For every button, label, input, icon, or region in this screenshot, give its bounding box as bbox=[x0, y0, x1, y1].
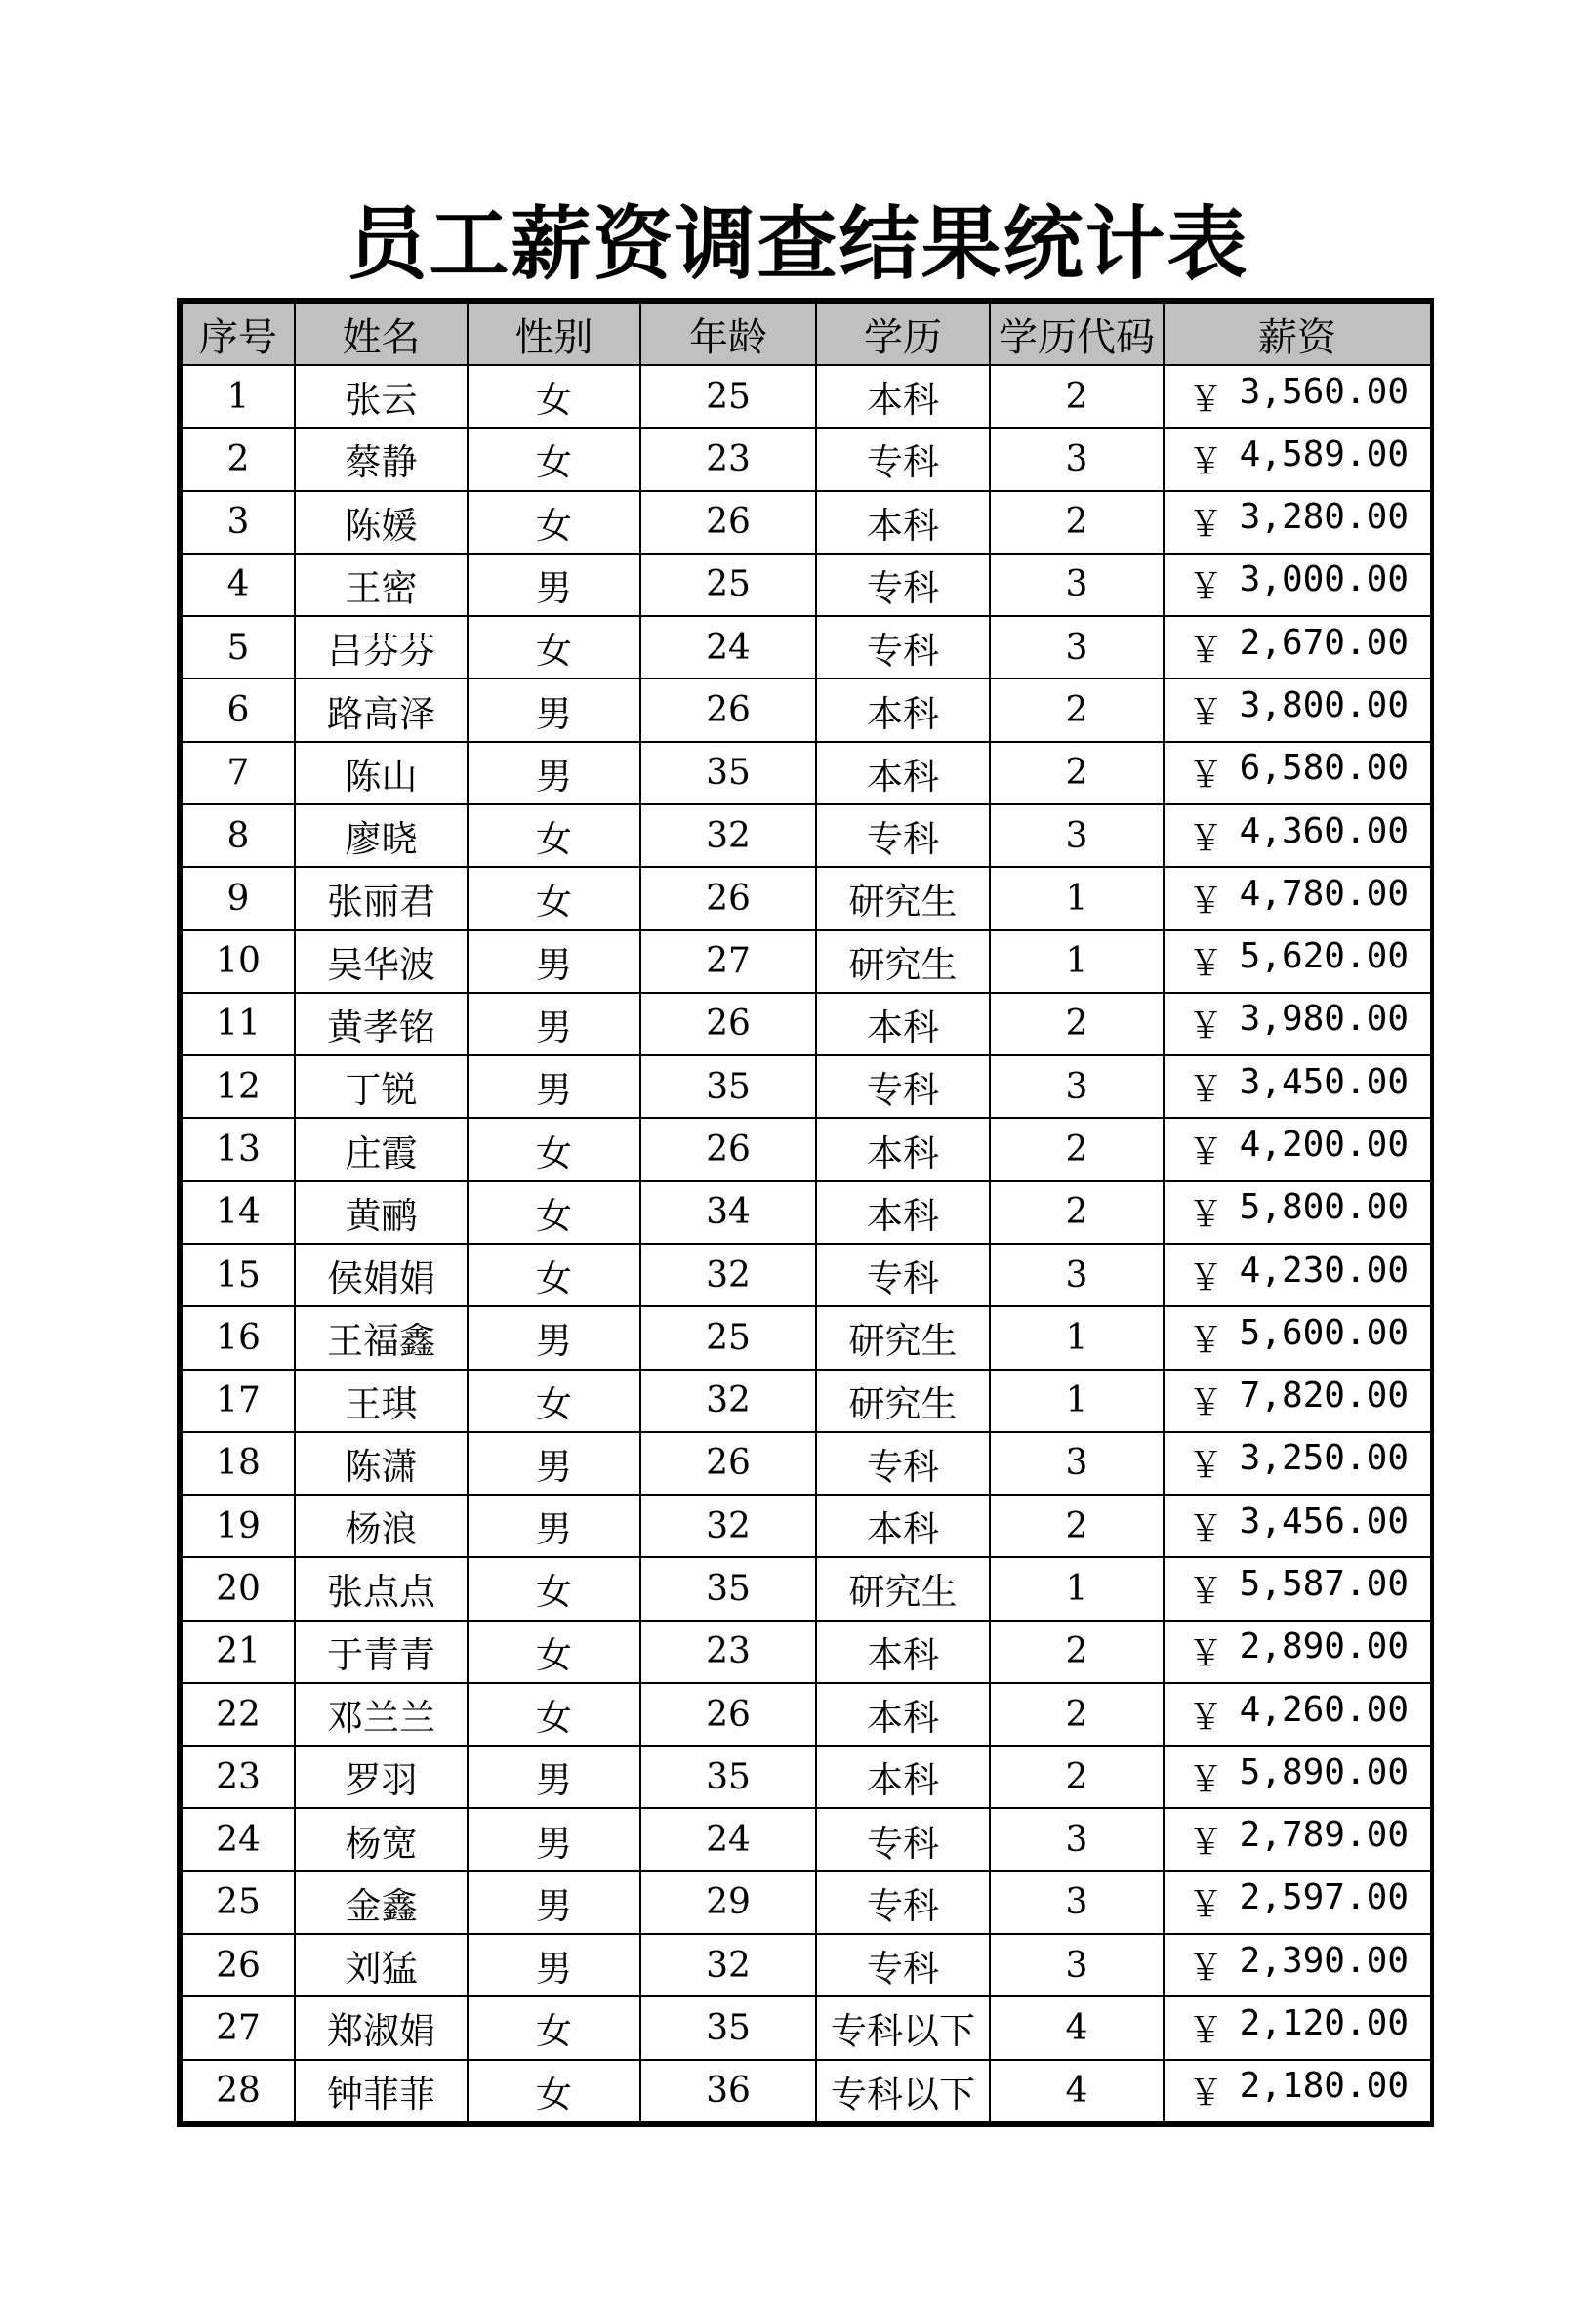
cell-edu-code: 2 bbox=[990, 678, 1164, 741]
cell-salary bbox=[1164, 491, 1431, 554]
salary-value: 5,890.00 bbox=[1239, 1751, 1409, 1792]
cell-salary bbox=[1164, 1621, 1431, 1683]
cell-no: 18 bbox=[182, 1432, 295, 1495]
cell-no: 20 bbox=[182, 1557, 295, 1620]
cell-name: 黄孝铭 bbox=[295, 993, 468, 1055]
currency-symbol: ￥ bbox=[1188, 756, 1224, 797]
cell-edu: 本科 bbox=[816, 1181, 990, 1244]
table-body bbox=[182, 365, 1431, 2122]
cell-name: 张丽君 bbox=[295, 867, 468, 929]
table-row bbox=[182, 1621, 1431, 1683]
cell-age: 35 bbox=[640, 1055, 816, 1118]
cell-edu-code: 1 bbox=[990, 1557, 1164, 1620]
cell-age: 35 bbox=[640, 1746, 816, 1808]
cell-age: 26 bbox=[640, 491, 816, 554]
cell-name: 陈媛 bbox=[295, 491, 468, 554]
salary-value: 6,580.00 bbox=[1239, 748, 1409, 789]
cell-salary bbox=[1164, 993, 1431, 1055]
cell-name: 侯娟娟 bbox=[295, 1244, 468, 1306]
cell-no: 6 bbox=[182, 678, 295, 741]
cell-no: 13 bbox=[182, 1118, 295, 1180]
cell-gender: 女 bbox=[468, 1181, 640, 1244]
cell-edu: 本科 bbox=[816, 365, 990, 428]
cell-edu-code: 4 bbox=[990, 1996, 1164, 2059]
salary-value: 2,789.00 bbox=[1239, 1815, 1409, 1856]
cell-edu: 专科 bbox=[816, 1244, 990, 1306]
table-row bbox=[182, 554, 1431, 616]
cell-edu: 专科 bbox=[816, 1871, 990, 1934]
cell-edu-code: 1 bbox=[990, 1306, 1164, 1369]
cell-age: 35 bbox=[640, 1557, 816, 1620]
cell-age: 35 bbox=[640, 1996, 816, 2059]
currency-symbol: ￥ bbox=[1188, 2074, 1224, 2115]
cell-no: 15 bbox=[182, 1244, 295, 1306]
cell-name: 王福鑫 bbox=[295, 1306, 468, 1369]
salary-value: 3,450.00 bbox=[1239, 1061, 1409, 1102]
cell-edu: 专科以下 bbox=[816, 1996, 990, 2059]
cell-age: 23 bbox=[640, 428, 816, 490]
salary-value: 2,120.00 bbox=[1239, 2002, 1409, 2043]
header-row bbox=[182, 303, 1431, 365]
cell-no: 27 bbox=[182, 1996, 295, 2059]
cell-salary bbox=[1164, 1934, 1431, 1996]
table-row bbox=[182, 616, 1431, 678]
cell-edu-code: 1 bbox=[990, 930, 1164, 993]
currency-symbol: ￥ bbox=[1188, 1634, 1224, 1675]
cell-age: 32 bbox=[640, 1495, 816, 1557]
currency-symbol: ￥ bbox=[1188, 505, 1224, 546]
cell-age: 26 bbox=[640, 1432, 816, 1495]
cell-gender: 男 bbox=[468, 1746, 640, 1808]
cell-edu: 专科 bbox=[816, 1808, 990, 1870]
cell-age: 24 bbox=[640, 616, 816, 678]
table-row bbox=[182, 993, 1431, 1055]
cell-salary bbox=[1164, 365, 1431, 428]
currency-symbol: ￥ bbox=[1188, 818, 1224, 859]
cell-name: 金鑫 bbox=[295, 1871, 468, 1934]
currency-symbol: ￥ bbox=[1188, 1697, 1224, 1738]
currency-symbol: ￥ bbox=[1188, 693, 1224, 734]
cell-salary bbox=[1164, 1306, 1431, 1369]
salary-value: 3,560.00 bbox=[1239, 371, 1409, 412]
table-row bbox=[182, 1370, 1431, 1432]
cell-gender: 女 bbox=[468, 1244, 640, 1306]
currency-symbol: ￥ bbox=[1188, 1320, 1224, 1361]
cell-edu-code: 1 bbox=[990, 1370, 1164, 1432]
col-header-age: 年龄 bbox=[640, 303, 816, 365]
currency-symbol: ￥ bbox=[1188, 441, 1224, 482]
currency-symbol: ￥ bbox=[1188, 1132, 1224, 1173]
table-row bbox=[182, 678, 1431, 741]
cell-edu-code: 3 bbox=[990, 1808, 1164, 1870]
cell-gender: 男 bbox=[468, 930, 640, 993]
currency-symbol: ￥ bbox=[1188, 630, 1224, 671]
cell-edu-code: 3 bbox=[990, 804, 1164, 867]
cell-salary bbox=[1164, 804, 1431, 867]
cell-edu-code: 2 bbox=[990, 1683, 1164, 1746]
cell-no: 23 bbox=[182, 1746, 295, 1808]
cell-no: 28 bbox=[182, 2060, 295, 2122]
table-row bbox=[182, 867, 1431, 929]
cell-gender: 女 bbox=[468, 491, 640, 554]
salary-value: 3,800.00 bbox=[1239, 685, 1409, 726]
cell-age: 36 bbox=[640, 2060, 816, 2122]
table-row bbox=[182, 1306, 1431, 1369]
cell-gender: 女 bbox=[468, 867, 640, 929]
cell-salary bbox=[1164, 867, 1431, 929]
cell-gender: 男 bbox=[468, 993, 640, 1055]
cell-salary bbox=[1164, 1055, 1431, 1118]
cell-gender: 女 bbox=[468, 2060, 640, 2122]
cell-no: 5 bbox=[182, 616, 295, 678]
cell-salary bbox=[1164, 1432, 1431, 1495]
cell-no: 10 bbox=[182, 930, 295, 993]
cell-no: 26 bbox=[182, 1934, 295, 1996]
cell-no: 4 bbox=[182, 554, 295, 616]
cell-name: 于青青 bbox=[295, 1621, 468, 1683]
cell-age: 29 bbox=[640, 1871, 816, 1934]
table-row bbox=[182, 1244, 1431, 1306]
cell-edu: 研究生 bbox=[816, 1370, 990, 1432]
salary-value: 5,620.00 bbox=[1239, 936, 1409, 977]
cell-gender: 女 bbox=[468, 428, 640, 490]
cell-edu-code: 2 bbox=[990, 993, 1164, 1055]
cell-salary bbox=[1164, 1871, 1431, 1934]
cell-edu: 专科 bbox=[816, 804, 990, 867]
cell-salary bbox=[1164, 428, 1431, 490]
cell-edu-code: 2 bbox=[990, 1118, 1164, 1180]
cell-name: 陈潇 bbox=[295, 1432, 468, 1495]
cell-edu-code: 3 bbox=[990, 1432, 1164, 1495]
cell-gender: 男 bbox=[468, 678, 640, 741]
cell-gender: 女 bbox=[468, 1683, 640, 1746]
salary-value: 3,280.00 bbox=[1239, 497, 1409, 538]
cell-gender: 男 bbox=[468, 742, 640, 804]
cell-name: 吴华波 bbox=[295, 930, 468, 993]
currency-symbol: ￥ bbox=[1188, 881, 1224, 922]
cell-edu-code: 3 bbox=[990, 616, 1164, 678]
cell-name: 刘猛 bbox=[295, 1934, 468, 1996]
table-row bbox=[182, 1746, 1431, 1808]
cell-edu-code: 3 bbox=[990, 1934, 1164, 1996]
currency-symbol: ￥ bbox=[1188, 944, 1224, 985]
cell-age: 26 bbox=[640, 1118, 816, 1180]
cell-salary bbox=[1164, 742, 1431, 804]
cell-gender: 男 bbox=[468, 1871, 640, 1934]
table-row bbox=[182, 2060, 1431, 2122]
cell-edu: 本科 bbox=[816, 491, 990, 554]
cell-salary bbox=[1164, 1370, 1431, 1432]
cell-no: 12 bbox=[182, 1055, 295, 1118]
cell-salary bbox=[1164, 1244, 1431, 1306]
cell-name: 王密 bbox=[295, 554, 468, 616]
salary-value: 4,230.00 bbox=[1239, 1250, 1409, 1291]
salary-table bbox=[181, 302, 1432, 2123]
col-header-edu-code: 学历代码 bbox=[990, 303, 1164, 365]
cell-no: 2 bbox=[182, 428, 295, 490]
cell-salary bbox=[1164, 1683, 1431, 1746]
table-row bbox=[182, 1118, 1431, 1180]
cell-salary bbox=[1164, 616, 1431, 678]
salary-value: 2,670.00 bbox=[1239, 622, 1409, 663]
table-row bbox=[182, 1996, 1431, 2059]
cell-edu: 专科 bbox=[816, 1432, 990, 1495]
cell-name: 钟菲菲 bbox=[295, 2060, 468, 2122]
cell-salary bbox=[1164, 1118, 1431, 1180]
cell-gender: 女 bbox=[468, 1996, 640, 2059]
cell-no: 14 bbox=[182, 1181, 295, 1244]
cell-edu: 本科 bbox=[816, 993, 990, 1055]
table-row bbox=[182, 1181, 1431, 1244]
cell-edu-code: 2 bbox=[990, 1746, 1164, 1808]
cell-gender: 男 bbox=[468, 554, 640, 616]
cell-gender: 女 bbox=[468, 804, 640, 867]
cell-no: 3 bbox=[182, 491, 295, 554]
cell-gender: 男 bbox=[468, 1934, 640, 1996]
cell-edu: 本科 bbox=[816, 1683, 990, 1746]
col-header-no: 序号 bbox=[182, 303, 295, 365]
cell-gender: 女 bbox=[468, 1370, 640, 1432]
cell-age: 26 bbox=[640, 993, 816, 1055]
cell-name: 庄霞 bbox=[295, 1118, 468, 1180]
table-row bbox=[182, 930, 1431, 993]
cell-no: 11 bbox=[182, 993, 295, 1055]
salary-value: 5,587.00 bbox=[1239, 1563, 1409, 1604]
table-row bbox=[182, 491, 1431, 554]
cell-edu: 专科以下 bbox=[816, 2060, 990, 2122]
table-row bbox=[182, 1683, 1431, 1746]
cell-edu-code: 2 bbox=[990, 491, 1164, 554]
cell-name: 邓兰兰 bbox=[295, 1683, 468, 1746]
cell-age: 26 bbox=[640, 678, 816, 741]
cell-gender: 女 bbox=[468, 1118, 640, 1180]
cell-name: 丁锐 bbox=[295, 1055, 468, 1118]
salary-value: 3,000.00 bbox=[1239, 559, 1409, 600]
cell-age: 26 bbox=[640, 867, 816, 929]
cell-age: 26 bbox=[640, 1683, 816, 1746]
salary-value: 2,890.00 bbox=[1239, 1626, 1409, 1667]
cell-name: 王琪 bbox=[295, 1370, 468, 1432]
cell-age: 27 bbox=[640, 930, 816, 993]
cell-no: 19 bbox=[182, 1495, 295, 1557]
cell-name: 吕芬芬 bbox=[295, 616, 468, 678]
currency-symbol: ￥ bbox=[1188, 1823, 1224, 1864]
cell-name: 杨宽 bbox=[295, 1808, 468, 1870]
cell-edu-code: 4 bbox=[990, 2060, 1164, 2122]
col-header-gender: 性别 bbox=[468, 303, 640, 365]
table-row bbox=[182, 1557, 1431, 1620]
salary-value: 3,250.00 bbox=[1239, 1438, 1409, 1479]
cell-gender: 男 bbox=[468, 1055, 640, 1118]
cell-name: 罗羽 bbox=[295, 1746, 468, 1808]
cell-name: 郑淑娟 bbox=[295, 1996, 468, 2059]
cell-salary bbox=[1164, 1808, 1431, 1870]
cell-salary bbox=[1164, 1746, 1431, 1808]
table-row bbox=[182, 1871, 1431, 1934]
cell-name: 杨浪 bbox=[295, 1495, 468, 1557]
salary-value: 4,589.00 bbox=[1239, 433, 1409, 474]
cell-edu: 专科 bbox=[816, 616, 990, 678]
page-title: 员工薪资调查结果统计表 bbox=[347, 197, 1249, 291]
cell-edu: 研究生 bbox=[816, 1306, 990, 1369]
col-header-name: 姓名 bbox=[295, 303, 468, 365]
cell-edu-code: 3 bbox=[990, 1244, 1164, 1306]
cell-name: 张点点 bbox=[295, 1557, 468, 1620]
salary-value: 2,390.00 bbox=[1239, 1940, 1409, 1981]
cell-no: 1 bbox=[182, 365, 295, 428]
cell-salary bbox=[1164, 1996, 1431, 2059]
salary-value: 4,260.00 bbox=[1239, 1689, 1409, 1730]
cell-name: 陈山 bbox=[295, 742, 468, 804]
currency-symbol: ￥ bbox=[1188, 1508, 1224, 1549]
cell-gender: 女 bbox=[468, 1621, 640, 1683]
salary-value: 5,600.00 bbox=[1239, 1312, 1409, 1353]
cell-edu: 专科 bbox=[816, 428, 990, 490]
salary-value: 5,800.00 bbox=[1239, 1187, 1409, 1228]
cell-gender: 女 bbox=[468, 616, 640, 678]
salary-value: 2,597.00 bbox=[1239, 1877, 1409, 1918]
salary-value: 4,200.00 bbox=[1239, 1125, 1409, 1166]
col-header-edu: 学历 bbox=[816, 303, 990, 365]
table-row bbox=[182, 1934, 1431, 1996]
cell-no: 21 bbox=[182, 1621, 295, 1683]
cell-age: 32 bbox=[640, 1934, 816, 1996]
cell-name: 蔡静 bbox=[295, 428, 468, 490]
table-row bbox=[182, 365, 1431, 428]
cell-no: 22 bbox=[182, 1683, 295, 1746]
cell-edu: 本科 bbox=[816, 1118, 990, 1180]
cell-no: 25 bbox=[182, 1871, 295, 1934]
currency-symbol: ￥ bbox=[1188, 1885, 1224, 1926]
cell-edu-code: 2 bbox=[990, 1621, 1164, 1683]
cell-no: 8 bbox=[182, 804, 295, 867]
cell-edu: 专科 bbox=[816, 554, 990, 616]
cell-age: 32 bbox=[640, 1244, 816, 1306]
table-row bbox=[182, 428, 1431, 490]
cell-edu-code: 3 bbox=[990, 1055, 1164, 1118]
currency-symbol: ￥ bbox=[1188, 567, 1224, 608]
cell-edu-code: 1 bbox=[990, 867, 1164, 929]
cell-edu-code: 3 bbox=[990, 554, 1164, 616]
cell-gender: 男 bbox=[468, 1808, 640, 1870]
currency-symbol: ￥ bbox=[1188, 379, 1224, 420]
cell-edu: 本科 bbox=[816, 1746, 990, 1808]
cell-age: 34 bbox=[640, 1181, 816, 1244]
cell-edu: 本科 bbox=[816, 1495, 990, 1557]
cell-edu: 研究生 bbox=[816, 1557, 990, 1620]
cell-no: 17 bbox=[182, 1370, 295, 1432]
currency-symbol: ￥ bbox=[1188, 1383, 1224, 1424]
cell-no: 16 bbox=[182, 1306, 295, 1369]
cell-no: 24 bbox=[182, 1808, 295, 1870]
cell-salary bbox=[1164, 1495, 1431, 1557]
cell-no: 9 bbox=[182, 867, 295, 929]
cell-edu: 研究生 bbox=[816, 930, 990, 993]
cell-age: 23 bbox=[640, 1621, 816, 1683]
cell-edu-code: 3 bbox=[990, 1871, 1164, 1934]
salary-value: 4,360.00 bbox=[1239, 810, 1409, 851]
currency-symbol: ￥ bbox=[1188, 2010, 1224, 2051]
cell-edu: 专科 bbox=[816, 1055, 990, 1118]
cell-edu-code: 2 bbox=[990, 1181, 1164, 1244]
cell-salary bbox=[1164, 2060, 1431, 2122]
currency-symbol: ￥ bbox=[1188, 1571, 1224, 1612]
cell-edu: 本科 bbox=[816, 742, 990, 804]
cell-age: 32 bbox=[640, 1370, 816, 1432]
table-row bbox=[182, 1055, 1431, 1118]
cell-gender: 女 bbox=[468, 365, 640, 428]
cell-name: 路高泽 bbox=[295, 678, 468, 741]
cell-edu: 专科 bbox=[816, 1934, 990, 1996]
cell-gender: 男 bbox=[468, 1306, 640, 1369]
salary-value: 3,980.00 bbox=[1239, 999, 1409, 1040]
salary-value: 2,180.00 bbox=[1239, 2066, 1409, 2107]
table-row bbox=[182, 1495, 1431, 1557]
table-row bbox=[182, 1432, 1431, 1495]
currency-symbol: ￥ bbox=[1188, 1446, 1224, 1487]
cell-salary bbox=[1164, 1181, 1431, 1244]
cell-edu: 本科 bbox=[816, 678, 990, 741]
cell-age: 25 bbox=[640, 365, 816, 428]
col-header-salary: 薪资 bbox=[1164, 303, 1431, 365]
cell-edu: 研究生 bbox=[816, 867, 990, 929]
cell-age: 25 bbox=[640, 554, 816, 616]
salary-value: 7,820.00 bbox=[1239, 1376, 1409, 1417]
currency-symbol: ￥ bbox=[1188, 1759, 1224, 1800]
currency-symbol: ￥ bbox=[1188, 1257, 1224, 1298]
cell-edu-code: 2 bbox=[990, 1495, 1164, 1557]
currency-symbol: ￥ bbox=[1188, 1195, 1224, 1236]
cell-name: 黄鹂 bbox=[295, 1181, 468, 1244]
cell-gender: 女 bbox=[468, 1557, 640, 1620]
cell-age: 32 bbox=[640, 804, 816, 867]
table-row bbox=[182, 742, 1431, 804]
cell-salary bbox=[1164, 554, 1431, 616]
currency-symbol: ￥ bbox=[1188, 1007, 1224, 1048]
cell-name: 廖晓 bbox=[295, 804, 468, 867]
cell-gender: 男 bbox=[468, 1495, 640, 1557]
cell-age: 24 bbox=[640, 1808, 816, 1870]
cell-edu: 本科 bbox=[816, 1621, 990, 1683]
cell-age: 25 bbox=[640, 1306, 816, 1369]
cell-gender: 男 bbox=[468, 1432, 640, 1495]
cell-edu-code: 3 bbox=[990, 428, 1164, 490]
currency-symbol: ￥ bbox=[1188, 1069, 1224, 1110]
salary-table-container bbox=[177, 298, 1434, 2127]
cell-salary bbox=[1164, 1557, 1431, 1620]
cell-age: 35 bbox=[640, 742, 816, 804]
cell-edu-code: 2 bbox=[990, 742, 1164, 804]
cell-salary bbox=[1164, 678, 1431, 741]
cell-edu-code: 2 bbox=[990, 365, 1164, 428]
cell-salary bbox=[1164, 930, 1431, 993]
currency-symbol: ￥ bbox=[1188, 1948, 1224, 1989]
salary-value: 3,456.00 bbox=[1239, 1500, 1409, 1542]
cell-name: 张云 bbox=[295, 365, 468, 428]
table-row bbox=[182, 1808, 1431, 1870]
table-row bbox=[182, 804, 1431, 867]
salary-value: 4,780.00 bbox=[1239, 873, 1409, 914]
cell-no: 7 bbox=[182, 742, 295, 804]
